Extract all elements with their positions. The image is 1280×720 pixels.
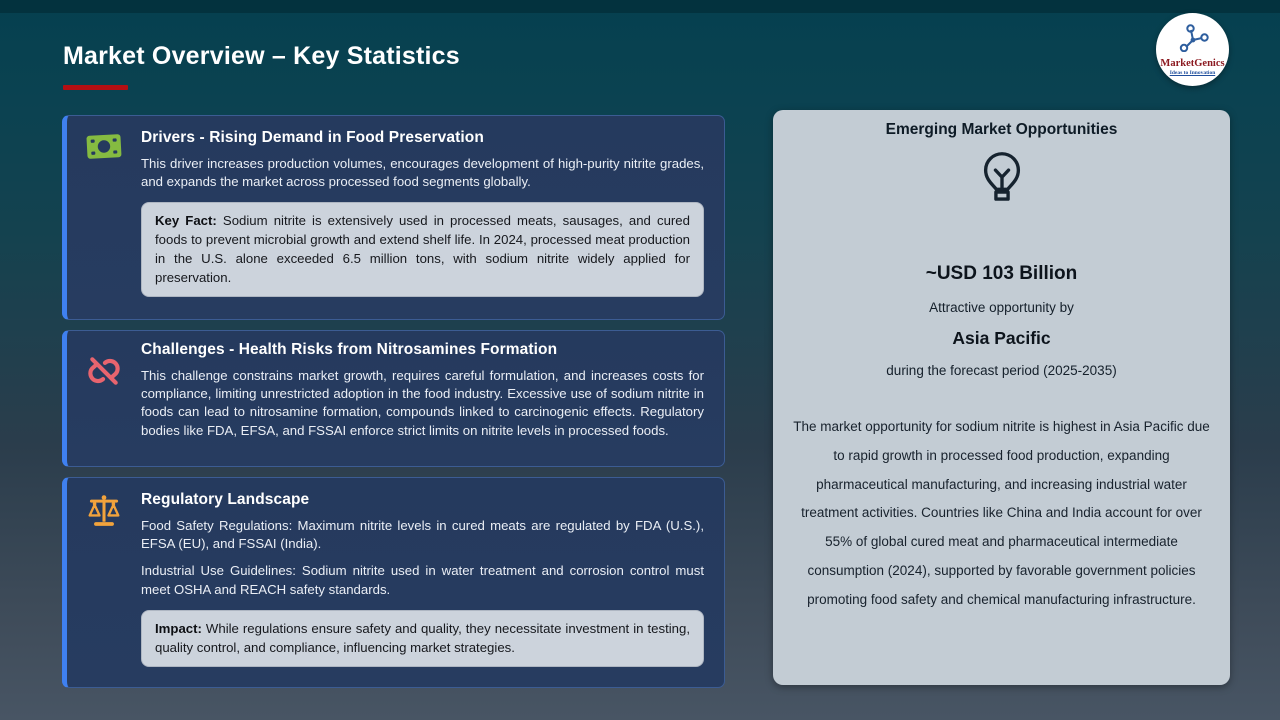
title-underline	[63, 85, 128, 90]
key-fact-text: Sodium nitrite is extensively used in processed meats, sausages, and cured foods to prevent microbial growth and extend shelf life. In 2024, processed meat production in the U.S. alone exceeded 6.5 million tons, with sodium nitrite widely applied for preservation.	[155, 213, 690, 285]
card-challenges	[62, 330, 725, 467]
opportunity-region: Asia Pacific	[952, 328, 1051, 348]
card-regulatory-title: Regulatory Landscape	[141, 491, 310, 508]
impact-label: Impact:	[155, 620, 202, 636]
key-fact-callout	[141, 202, 704, 297]
page-title: Market Overview – Key Statistics	[63, 42, 460, 70]
brand-tagline: Ideas to Innovation	[1169, 69, 1216, 76]
opportunity-panel	[773, 110, 1230, 685]
card-challenges-body: This challenge constrains market growth, requires careful formulation, and increases costs for compliance, limiting unrestricted adoption in the food industry. Excessive use of sodium nitrite in foods can lead to nitrosamine formation, compounds linked to carcinogenic effects. Regulatory bodies like FDA, EFSA, and FSSAI enforce strict limits on nitrite levels in processed foods.	[141, 368, 704, 438]
card-drivers	[62, 115, 725, 320]
molecule-icon	[1176, 24, 1210, 57]
card-drivers-title: Drivers - Rising Demand in Food Preservation	[141, 129, 484, 146]
brand-name: MarketGenics	[1160, 57, 1225, 69]
balance-scale-icon	[86, 494, 122, 687]
top-strip	[0, 0, 1280, 13]
card-regulatory	[62, 477, 725, 688]
lightbulb-icon	[773, 150, 1230, 213]
money-bill-icon	[86, 132, 122, 319]
impact-callout	[141, 610, 704, 667]
card-regulatory-body-industrial: Industrial Use Guidelines: Sodium nitrite used in water treatment and corrosion control must meet OSHA and REACH safety standards.	[141, 563, 704, 597]
opportunity-period: during the forecast period (2025-2035)	[886, 363, 1117, 378]
card-drivers-body: This driver increases production volumes, encourages development of high-purity nitrite grades, and expands the market across processed food segments globally.	[141, 156, 704, 190]
opportunity-subtitle: Attractive opportunity by	[929, 300, 1074, 315]
brand-logo	[1156, 13, 1229, 86]
opportunity-title: Emerging Market Opportunities	[885, 121, 1118, 138]
key-fact-label: Key Fact:	[155, 213, 217, 229]
card-challenges-title: Challenges - Health Risks from Nitrosamines Formation	[141, 341, 558, 358]
card-regulatory-body-food-safety: Food Safety Regulations: Maximum nitrite levels in cured meats are regulated by FDA (U.S.), EFSA (EU), and FSSAI (India).	[141, 518, 704, 552]
opportunity-value: ~USD 103 Billion	[925, 263, 1078, 284]
impact-text: While regulations ensure safety and quality, they necessitate investment in testing, quality control, and compliance, influencing market strategies.	[155, 620, 690, 655]
link-slash-icon	[86, 353, 122, 466]
opportunity-description: The market opportunity for sodium nitrite is highest in Asia Pacific due to rapid growth in processed food production, expanding pharmaceutical manufacturing, and increasing industrial water treatment activities. Countries like China and India account for over 55% of global cured meat and pharmaceutical intermediate consumption (2024), supported by favorable government policies promoting food safety and chemical manufacturing infrastructure.	[793, 419, 1210, 607]
